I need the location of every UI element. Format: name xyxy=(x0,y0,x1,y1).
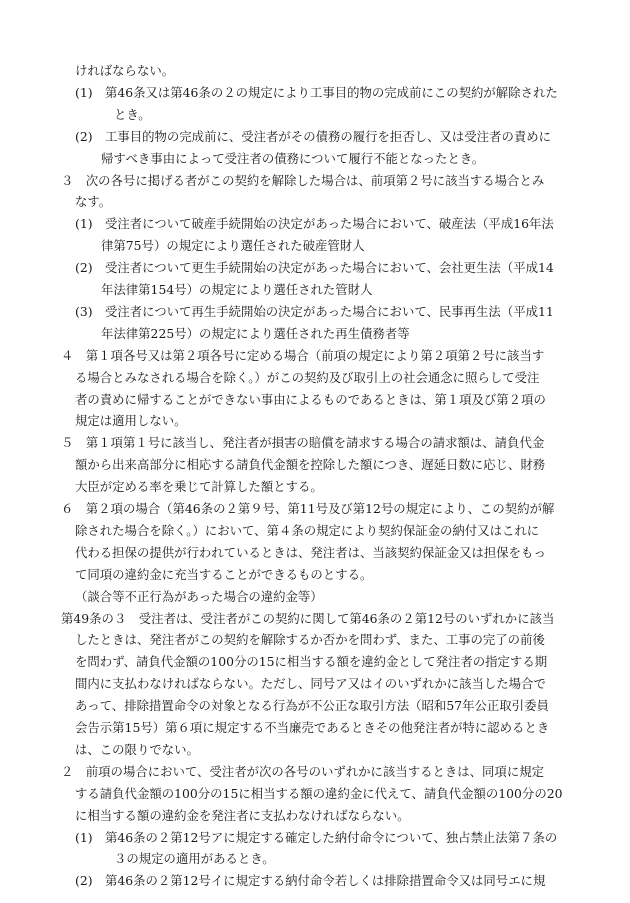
text-line: 者の責めに帰することができない事由によるものであるときは、第１項及び第２項の xyxy=(75,392,546,407)
text-line: 規定は適用しない。 xyxy=(75,413,187,428)
text-line: ければならない。 xyxy=(75,63,175,78)
text-line: ６ 第２項の場合（第46条の２第９号、第11号及び第12号の規定により、この契約が解 xyxy=(61,501,555,516)
text-line: (1) 第46条の２第12号アに規定する確定した納付命令について、独占禁止法第７条の xyxy=(75,830,558,845)
text-line: 帰すべき事由によって受注者の債務について履行不能となったとき。 xyxy=(101,151,485,166)
text-line: (1) 第46条又は第46条の２の規定により工事目的物の完成前にこの契約が解除された xyxy=(75,85,558,100)
section-caption: （談合等不正行為があった場合の違約金等） xyxy=(75,589,323,604)
text-line: る場合とみなされる場合を除く。）がこの契約及び取引上の社会通念に照らして受注 xyxy=(75,370,540,385)
text-line: 年法律第225号）の規定により選任された再生債務者等 xyxy=(101,326,410,341)
article-heading-line: 第49条の３ 受注者は、受注者がこの契約に関して第46条の２第12号のいずれかに該当 xyxy=(61,611,555,626)
text-line: 会告示第15号）第６項に規定する不当廉売であるときその他発注者が特に認めるとき xyxy=(75,720,550,735)
text-line: 除された場合を除く。）において、第４条の規定により契約保証金の納付又はこれに xyxy=(75,523,540,538)
text-line: ４ 第１項各号又は第２項各号に定める場合（前項の規定により第２項第２号に該当す xyxy=(61,348,545,363)
text-line: を問わず、請負代金額の100分の15に相当する額を違約金として発注者の指定する期 xyxy=(75,654,548,669)
text-line: ３の規定の適用があるとき。 xyxy=(114,851,275,866)
text-line: 大臣が定める率を乗じて計算した額とする。 xyxy=(75,479,323,494)
text-line: て同項の違約金に充当することができるものとする。 xyxy=(75,567,373,582)
text-line: したときは、発注者がこの契約を解除するか否かを問わず、また、工事の完了の前後 xyxy=(75,632,545,647)
text-line: 律第75号）の規定により選任された破産管財人 xyxy=(101,238,365,253)
text-line: は、この限りでない。 xyxy=(75,742,199,757)
text-line: 額から出来高部分に相応する請負代金額を控除した額につき、遅延日数に応じ、財務 xyxy=(75,457,546,472)
text-line: ３ 次の各号に掲げる者がこの契約を解除した場合は、前項第２号に該当する場合とみ xyxy=(61,173,545,188)
text-line: 間内に支払わなければならない。ただし、同号ア又はイのいずれかに該当した場合で xyxy=(75,676,546,691)
text-line: なす。 xyxy=(75,194,112,209)
text-line: (2) 工事目的物の完成前に、受注者がその債務の履行を拒否し、又は受注者の責めに xyxy=(75,129,552,144)
text-line: (1) 受注者について破産手続開始の決定があった場合において、破産法（平成16年法 xyxy=(75,216,554,231)
text-line: (2) 受注者について更生手続開始の決定があった場合において、会社更生法（平成14 xyxy=(75,260,554,275)
text-line: あって、排除措置命令の対象となる行為が不公正な取引方法（昭和57年公正取引委員 xyxy=(75,698,549,713)
text-line: ２ 前項の場合において、受注者が次の各号のいずれかに該当するときは、同項に規定 xyxy=(61,764,544,779)
text-line: (2) 第46条の２第12号イに規定する納付命令若しくは排除措置命令又は同号エに規 xyxy=(75,873,546,888)
text-line: (3) 受注者について再生手続開始の決定があった場合において、民事再生法（平成11 xyxy=(75,304,554,319)
text-line: する請負代金額の100分の15に相当する額の違約金に代えて、請負代金額の100分の20 xyxy=(75,786,563,801)
text-line: 代わる担保の提供が行われているときは、発注者は、当該契約保証金又は担保をもっ xyxy=(75,545,546,560)
text-line: とき。 xyxy=(114,107,151,122)
text-line: 年法律第154号）の規定により選任された管財人 xyxy=(101,282,373,297)
text-line: に相当する額の違約金を発注者に支払わなければならない。 xyxy=(75,808,410,823)
text-line: ５ 第１項第１号に該当し、発注者が損害の賠償を請求する場合の請求額は、請負代金 xyxy=(61,435,545,450)
